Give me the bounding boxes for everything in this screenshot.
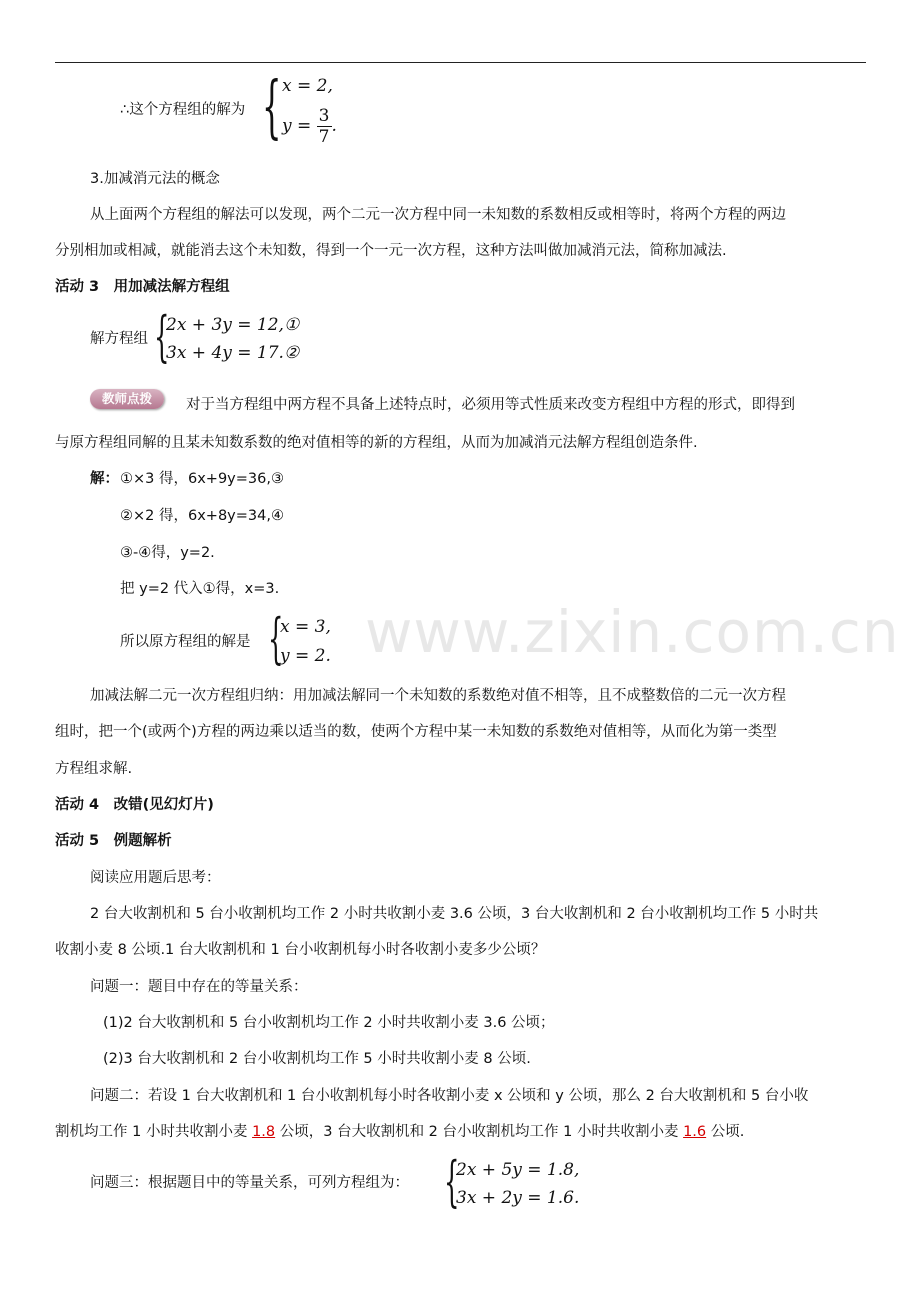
solution-step-2: ②×2 得，6x+8y=34,④ (120, 508, 284, 524)
question-1-relation-2: (2)3 台大收割机和 2 台小收割机均工作 5 小时共收割小麦 8 公顷. (103, 1051, 531, 1067)
answer-y: y = 2. (280, 646, 331, 666)
section-3-para-line-1: 从上面两个方程组的解法可以发现，两个二元一次方程中同一未知数的系数相反或相等时，将两个方程的两边 (90, 207, 786, 223)
activity-3-eq-1: 2x + 3y = 12,① (166, 315, 300, 335)
solution-step-1: ①×3 得，6x+9y=36,③ (120, 471, 284, 487)
question-2-line-1: 问题二：若设 1 台大收割机和 1 台小收割机每小时各收割小麦 x 公顷和 y 公顷，那么 2 台大收割机和 5 台小收 (90, 1088, 809, 1104)
solution-eq-y: y = $\frac{3}{7}$ . (282, 106, 337, 147)
answer-x: x = 3, (280, 617, 331, 637)
problem-line-1: 2 台大收割机和 5 台小收割机均工作 2 小时共收割小麦 3.6 公顷，3 台大收割机和 2 台小收割机均工作 5 小时共 (90, 906, 819, 922)
fraction-numerator: 3 (318, 106, 330, 126)
brace: { (262, 68, 282, 147)
watermark: www.zixin.com.cn (365, 598, 900, 666)
section-3-title: 3.加减消元法的概念 (90, 171, 220, 187)
teacher-tip-line-1: 对于当方程组中两方程不具备上述特点时，必须用等式性质来改变方程组中方程的形式，即得到 (186, 397, 795, 413)
section-3-para-line-2: 分别相加或相减，就能消去这个未知数，得到一个一元一次方程，这种方法叫做加减消元法，简称加减法. (55, 243, 727, 259)
activity-5-title: 活动 5 例题解析 (55, 833, 172, 849)
activity-3-lead: 解方程组 (90, 331, 148, 347)
summary-line-2: 组时，把一个(或两个)方程的两边乘以适当的数，使两个方程中某一未知数的系数绝对值相等，从而化为第一类型 (55, 724, 777, 740)
brace: { (154, 305, 170, 368)
header-rule (55, 62, 866, 63)
activity-5-read: 阅读应用题后思考： (90, 870, 221, 886)
solution-eq-x: x = 2, (282, 76, 333, 96)
solution-step-4: 把 y=2 代入①得，x=3. (120, 581, 280, 597)
question-3: 问题三：根据题目中的等量关系，可列方程组为： (90, 1175, 409, 1191)
answer-blank-2: 1.6 (683, 1124, 707, 1140)
summary-line-1: 加减法解二元一次方程组归纳：用加减法解同一个未知数的系数绝对值不相等，且不成整数倍的二元一次方程 (90, 688, 786, 704)
teacher-tip-line-2: 与原方程组同解的且某未知数系数的绝对值相等的新的方程组，从而为加减消元法解方程组创造条件. (55, 435, 698, 451)
question-2-line-2: 割机均工作 1 小时共收割小麦 1.8 公顷，3 台大收割机和 2 台小收割机均工作 1 小时共收割小麦 1.6 公顷. (55, 1124, 745, 1140)
question-1-relation-1: (1)2 台大收割机和 5 台小收割机均工作 2 小时共收割小麦 3.6 公顷； (103, 1015, 555, 1031)
solution-label: 解： (90, 471, 119, 487)
answer-blank-1: 1.8 (252, 1124, 276, 1140)
fraction-denominator: 7 (318, 127, 330, 147)
solution-step-5: 所以原方程组的解是 (120, 634, 251, 650)
brace: { (444, 1150, 460, 1213)
question-3-eq-1: 2x + 5y = 1.8, (456, 1160, 580, 1180)
activity-3-eq-2: 3x + 4y = 17.② (166, 343, 300, 363)
teacher-tip-badge: 教师点拨 (90, 389, 164, 409)
activity-3-title: 活动 3 用加减法解方程组 (55, 279, 230, 295)
question-3-eq-2: 3x + 2y = 1.6. (456, 1188, 580, 1208)
question-1: 问题一：题目中存在的等量关系： (90, 979, 308, 995)
activity-4-title: 活动 4 改错(见幻灯片) (55, 797, 214, 813)
solution-lead: ∴这个方程组的解为 (120, 102, 246, 118)
solution-step-3: ③-④得，y=2. (120, 545, 215, 561)
summary-line-3: 方程组求解. (55, 761, 133, 777)
problem-line-2: 收割小麦 8 公顷.1 台大收割机和 1 台小收割机每小时各收割小麦多少公顷？ (55, 942, 546, 958)
brace: { (268, 607, 284, 670)
